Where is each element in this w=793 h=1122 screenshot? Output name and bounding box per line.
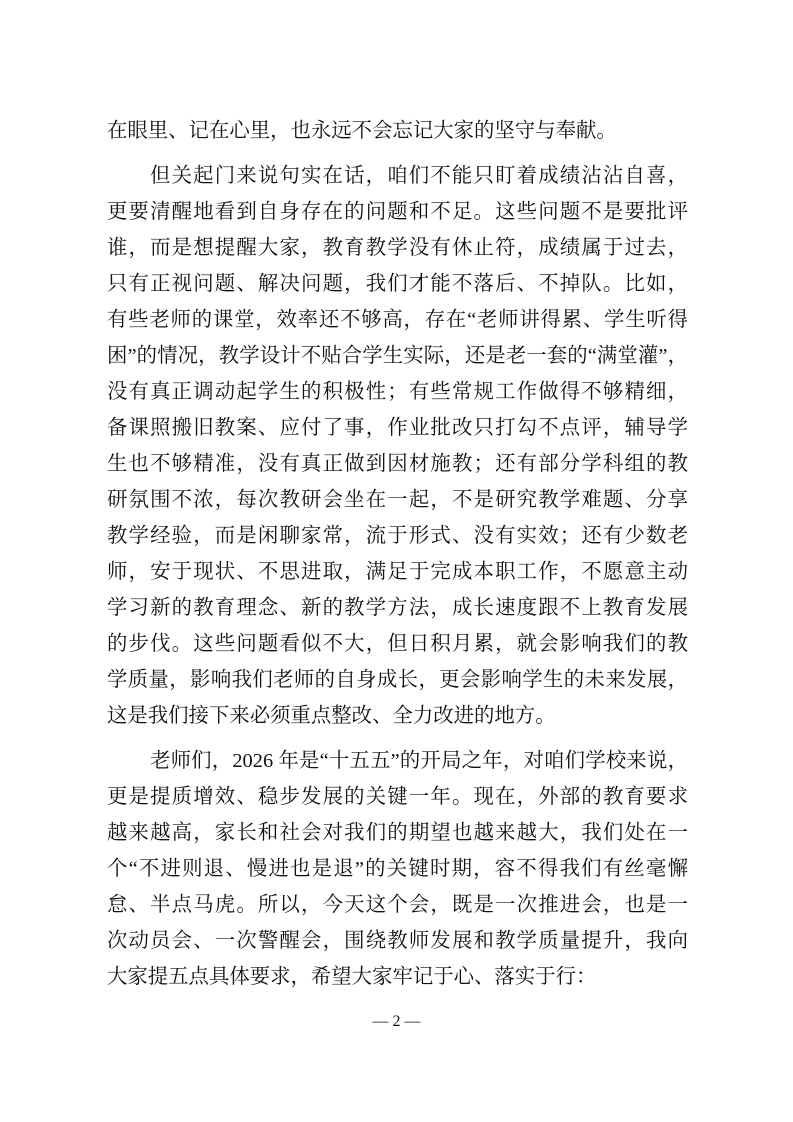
- paragraph-requirements: [107, 743, 688, 995]
- text-line: 只有正视问题、解决问题，我们才能不落后、不掉队。比如，: [107, 273, 688, 295]
- text-line: 怠、半点马虎。所以，今天这个会，既是一次推进会，也是一: [107, 894, 688, 916]
- text-line: 次动员会、一次警醒会，围绕教师发展和教学质量提升，我向: [107, 930, 688, 952]
- text-line: 有些老师的课堂，效率还不够高，存在“老师讲得累、学生听得: [107, 309, 688, 331]
- text-line: 学质量，影响我们老师的自身成长，更会影响学生的未来发展，: [107, 669, 688, 691]
- paragraph-problems: [107, 158, 688, 734]
- text-line: 的步伐。这些问题看似不大，但日积月累，就会影响我们的教: [107, 633, 688, 655]
- text-line: 个“不进则退、慢进也是退”的关键时期，容不得我们有丝毫懈: [107, 858, 688, 880]
- body-text: [107, 113, 688, 995]
- text-line: 在眼里、记在心里，也永远不会忘记大家的坚守与奉献。: [107, 120, 617, 142]
- text-line: 大家提五点具体要求，希望大家牢记于心、落实于行：: [107, 966, 597, 988]
- text-line: 备课照搬旧教案、应付了事，作业批改只打勾不点评，辅导学: [107, 417, 688, 439]
- text-line: 但关起门来说句实在话，咱们不能只盯着成绩沾沾自喜，: [150, 165, 688, 187]
- text-line: 困”的情况，教学设计不贴合学生实际，还是老一套的“满堂灌”，: [107, 345, 688, 367]
- page-number: — 2 —: [372, 1013, 421, 1030]
- text-line: 学习新的教育理念、新的教学方法，成长速度跟不上教育发展: [107, 597, 688, 619]
- text-line: 生也不够精准，没有真正做到因材施教；还有部分学科组的教: [107, 453, 688, 475]
- text-line: 更是提质增效、稳步发展的关键一年。现在，外部的教育要求: [107, 786, 688, 808]
- text-line: 没有真正调动起学生的积极性；有些常规工作做得不够精细，: [107, 381, 688, 403]
- text-line: 谁，而是想提醒大家，教育教学没有休止符，成绩属于过去，: [107, 237, 688, 259]
- text-line: 教学经验，而是闲聊家常，流于形式、没有实效；还有少数老: [107, 525, 688, 547]
- text-line: 这是我们接下来必须重点整改、全力改进的地方。: [107, 705, 556, 727]
- text-line: 师，安于现状、不思进取，满足于完成本职工作，不愿意主动: [107, 561, 688, 583]
- text-line: 研氛围不浓，每次教研会坐在一起，不是研究教学难题、分享: [107, 489, 688, 511]
- text-line: 越来越高，家长和社会对我们的期望也越来越大，我们处在一: [107, 822, 688, 844]
- paragraph-continued: [107, 113, 688, 149]
- text-line: 更要清醒地看到自身存在的问题和不足。这些问题不是要批评: [107, 201, 688, 223]
- text-line: 老师们，2026 年是“十五五”的开局之年，对咱们学校来说，: [150, 750, 688, 772]
